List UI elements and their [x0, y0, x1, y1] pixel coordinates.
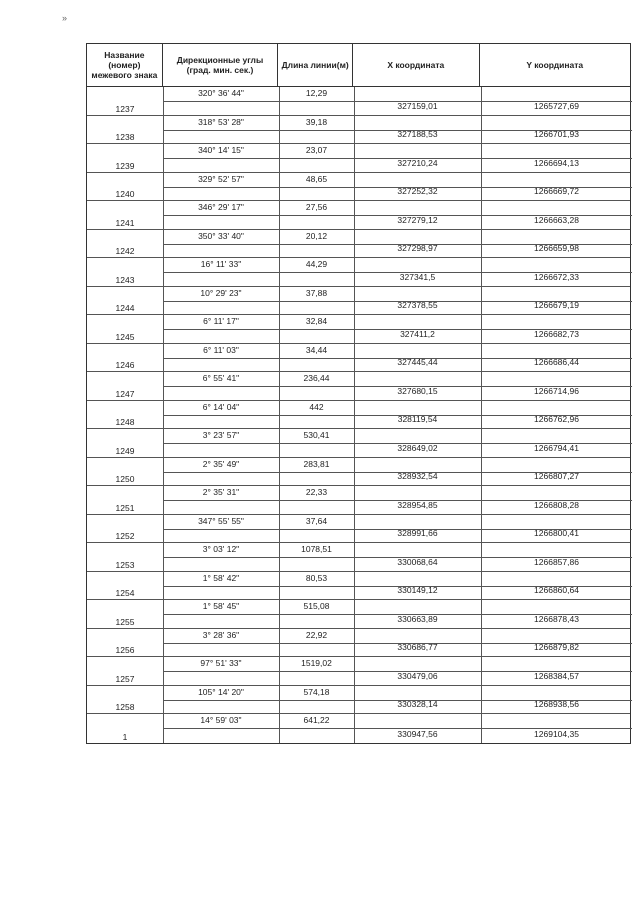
row-underline	[279, 158, 354, 159]
angle-cell: 105° 14' 20"	[198, 686, 244, 697]
row-underline	[279, 386, 354, 387]
angle-cell: 3° 23' 57"	[202, 430, 240, 440]
x-cell: 327252,32	[397, 186, 438, 196]
table-row	[87, 486, 630, 515]
header-name-line-2: (номер)	[108, 60, 141, 70]
name-cell: 1248	[115, 417, 135, 427]
table-row	[87, 372, 630, 401]
name-cell: 1253	[115, 559, 135, 570]
row-underline	[163, 614, 279, 615]
row-underline	[279, 272, 354, 273]
length-cell: 22,33	[305, 487, 328, 497]
table-row	[87, 258, 630, 287]
length-cell: 12,29	[305, 88, 328, 98]
row-underline	[163, 158, 279, 159]
length-cell: 27,56	[305, 202, 328, 212]
y-cell: 1266672,33	[534, 271, 579, 282]
y-cell: 1266807,27	[534, 471, 579, 481]
row-underline	[279, 244, 354, 245]
row-underline	[279, 301, 354, 302]
row-underline	[279, 329, 354, 330]
angle-cell: 6° 55' 41"	[202, 373, 240, 383]
row-underline	[279, 130, 354, 131]
y-cell: 1266701,93	[534, 129, 579, 139]
name-cell: 1250	[115, 474, 135, 484]
x-cell: 330479,06	[397, 670, 438, 681]
y-cell: 1266686,44	[534, 357, 579, 367]
coordinates-table	[86, 43, 631, 744]
table-row	[87, 287, 630, 316]
length-cell: 37,88	[305, 287, 328, 298]
x-cell: 328932,54	[397, 471, 438, 481]
table-row	[87, 401, 630, 430]
row-underline	[279, 728, 354, 729]
name-cell: 1255	[115, 616, 135, 627]
row-underline	[163, 130, 279, 131]
row-underline	[163, 443, 279, 444]
angle-cell: 2° 35' 49"	[202, 458, 240, 469]
x-cell: 328991,66	[397, 528, 438, 538]
row-underline	[279, 215, 354, 216]
x-cell: 328119,54	[397, 414, 438, 424]
table-body	[86, 87, 631, 744]
header-length: Длина линии(м)	[278, 44, 353, 86]
y-cell: 1266682,73	[534, 328, 579, 339]
name-cell: 1249	[115, 445, 135, 456]
x-cell: 327680,15	[397, 385, 438, 396]
header-angles-line-2: (град. мин. сек.)	[186, 65, 254, 75]
name-cell: 1257	[115, 673, 135, 684]
angle-cell: 340° 14' 15"	[198, 145, 244, 155]
length-cell: 32,84	[305, 316, 328, 326]
name-cell: 1239	[115, 160, 135, 171]
y-cell: 1266762,96	[534, 414, 579, 424]
angle-cell: 350° 33' 40"	[198, 230, 244, 241]
row-underline	[163, 244, 279, 245]
row-underline	[163, 472, 279, 473]
row-underline	[163, 415, 279, 416]
y-cell: 1269104,35	[534, 728, 579, 739]
header-x: X координата	[353, 44, 480, 86]
length-cell: 283,81	[303, 458, 330, 469]
y-cell: 1266808,28	[534, 499, 579, 510]
name-cell: 1	[122, 731, 128, 742]
x-cell: 327445,44	[397, 357, 438, 367]
y-cell: 1268938,56	[534, 699, 579, 709]
row-underline	[163, 557, 279, 558]
y-cell: 1266800,41	[534, 528, 579, 538]
row-underline	[279, 443, 354, 444]
row-underline	[279, 472, 354, 473]
x-cell: 328954,85	[397, 499, 438, 510]
table-row	[87, 315, 630, 344]
name-cell: 1254	[115, 588, 135, 598]
row-underline	[279, 557, 354, 558]
table-row	[87, 458, 630, 487]
header-angles	[163, 44, 279, 86]
row-underline	[163, 215, 279, 216]
angle-cell: 1° 58' 45"	[202, 601, 240, 611]
name-cell: 1256	[115, 645, 135, 655]
angle-cell: 3° 28' 36"	[202, 629, 240, 640]
y-cell: 1266879,82	[534, 642, 579, 652]
length-cell: 20,12	[305, 230, 328, 241]
table-row	[87, 173, 630, 202]
angle-cell: 1° 58' 42"	[202, 572, 240, 583]
name-cell: 1237	[115, 103, 135, 114]
length-cell: 1519,02	[301, 658, 332, 668]
x-cell: 327210,24	[397, 157, 438, 168]
table-header	[86, 43, 631, 87]
x-cell: 327159,01	[397, 100, 438, 111]
table-row	[87, 201, 630, 230]
row-underline	[163, 586, 279, 587]
row-underline	[163, 386, 279, 387]
table-row	[87, 657, 630, 686]
name-cell: 1258	[115, 702, 135, 712]
y-cell: 1266794,41	[534, 442, 579, 453]
x-cell: 327341,5	[399, 271, 436, 282]
x-cell: 328649,02	[397, 442, 438, 453]
angle-cell: 6° 11' 17"	[203, 316, 239, 326]
x-cell: 330663,89	[397, 613, 438, 624]
name-cell: 1243	[115, 274, 135, 285]
length-cell: 530,41	[303, 430, 330, 440]
angle-cell: 3° 03' 12"	[202, 544, 240, 554]
row-underline	[163, 187, 279, 188]
row-underline	[279, 187, 354, 188]
y-cell: 1266669,72	[534, 186, 579, 196]
row-underline	[163, 101, 279, 102]
name-cell: 1247	[115, 388, 135, 399]
y-cell: 1266878,43	[534, 613, 579, 624]
row-underline	[163, 358, 279, 359]
row-underline	[279, 700, 354, 701]
table-row	[87, 116, 630, 145]
y-cell: 1266679,19	[534, 300, 579, 310]
row-underline	[163, 500, 279, 501]
x-cell: 327298,97	[397, 243, 438, 253]
length-cell: 39,18	[305, 116, 328, 127]
x-cell: 327279,12	[397, 214, 438, 225]
header-name-line-1: Название	[104, 50, 145, 60]
length-cell: 236,44	[303, 373, 330, 383]
y-cell: 1266860,64	[534, 585, 579, 595]
angle-cell: 320° 36' 44"	[198, 88, 244, 98]
angle-cell: 6° 14' 04"	[202, 401, 240, 412]
header-y: Y координата	[526, 60, 584, 70]
angle-cell: 346° 29' 17"	[198, 202, 244, 212]
angle-cell: 6° 11' 03"	[203, 344, 239, 355]
y-cell: 1266663,28	[534, 214, 579, 225]
name-cell: 1246	[115, 360, 135, 370]
row-underline	[279, 358, 354, 359]
row-underline	[163, 272, 279, 273]
y-cell: 1268384,57	[534, 670, 579, 681]
x-cell: 327378,55	[397, 300, 438, 310]
length-cell: 1078,51	[301, 544, 332, 554]
name-cell: 1244	[115, 303, 135, 313]
name-cell: 1245	[115, 331, 135, 342]
length-cell: 515,08	[303, 601, 330, 611]
row-underline	[279, 586, 354, 587]
row-underline	[163, 529, 279, 530]
name-cell: 1240	[115, 189, 135, 199]
angle-cell: 14° 59' 03"	[200, 715, 242, 725]
x-cell: 330068,64	[397, 556, 438, 567]
row-underline	[163, 671, 279, 672]
length-cell: 23,07	[305, 145, 328, 155]
name-cell: 1252	[115, 531, 135, 541]
row-underline	[279, 671, 354, 672]
header-name	[87, 44, 163, 86]
header-angles-line-1: Дирекционные углы	[176, 55, 264, 65]
row-underline	[279, 101, 354, 102]
angle-cell: 16° 11' 33"	[200, 259, 242, 269]
row-underline	[279, 500, 354, 501]
row-underline	[279, 614, 354, 615]
name-cell: 1238	[115, 132, 135, 142]
angle-cell: 329° 52' 57"	[198, 173, 244, 184]
angle-cell: 97° 51' 33"	[200, 658, 242, 668]
length-cell: 574,18	[303, 686, 330, 697]
row-underline	[163, 728, 279, 729]
length-cell: 44,29	[305, 259, 328, 269]
length-cell: 80,53	[305, 572, 328, 583]
row-underline	[279, 415, 354, 416]
length-cell: 37,64	[305, 515, 328, 526]
length-cell: 641,22	[303, 715, 330, 725]
table-row	[87, 230, 630, 259]
table-row	[87, 515, 630, 544]
name-cell: 1251	[115, 502, 135, 513]
x-cell: 330149,12	[397, 585, 438, 595]
table-row	[87, 600, 630, 629]
length-cell: 48,65	[305, 173, 328, 184]
y-cell: 1265727,69	[534, 100, 579, 111]
table-row	[87, 686, 630, 715]
row-underline	[279, 643, 354, 644]
name-cell: 1241	[115, 217, 135, 228]
angle-cell: 10° 29' 23"	[200, 287, 242, 298]
table-row	[87, 714, 630, 743]
row-underline	[279, 529, 354, 530]
x-cell: 330686,77	[397, 642, 438, 652]
table-row	[87, 144, 630, 173]
angle-cell: 347° 55' 55"	[198, 515, 244, 526]
row-underline	[163, 329, 279, 330]
x-cell: 330328,14	[397, 699, 438, 709]
y-cell: 1266714,96	[534, 385, 579, 396]
x-cell: 327188,53	[397, 129, 438, 139]
length-cell: 22,92	[305, 629, 328, 640]
y-cell: 1266694,13	[534, 157, 579, 168]
length-cell: 442	[309, 401, 324, 412]
header-name-line-3: межевого знака	[91, 70, 158, 80]
y-cell: 1266857,86	[534, 556, 579, 567]
table-row	[87, 572, 630, 601]
angle-cell: 318° 53' 28"	[198, 116, 244, 127]
angle-cell: 2° 35' 31"	[202, 487, 240, 497]
table-row	[87, 543, 630, 572]
page-corner-mark: »	[62, 13, 68, 23]
length-cell: 34,44	[305, 344, 328, 355]
table-row	[87, 629, 630, 658]
row-underline	[163, 643, 279, 644]
name-cell: 1242	[115, 246, 135, 256]
y-cell: 1266659,98	[534, 243, 579, 253]
table-row	[87, 429, 630, 458]
table-row	[87, 87, 630, 116]
table-row	[87, 344, 630, 373]
x-cell: 330947,56	[397, 728, 438, 739]
x-cell: 327411,2	[400, 328, 435, 339]
row-underline	[163, 700, 279, 701]
row-underline	[163, 301, 279, 302]
